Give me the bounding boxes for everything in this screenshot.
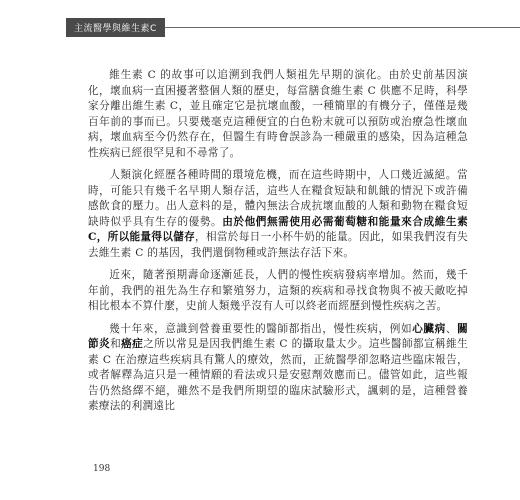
text-segment: 和 (110, 338, 122, 350)
text-segment: ，相當於每日一小杯牛奶的能量。因此，如果我們沒有失去維生素 C 的基因，我們還倒物種或許無法存活下來。 (88, 231, 469, 259)
paragraph (88, 268, 468, 315)
bold-text-segment: 癌症 (121, 338, 144, 350)
text-segment: 幾十年來，意識到營養重要性的醫師都指出，慢性疾病，例如 (109, 322, 413, 335)
bold-text-segment: 心臟病 (412, 322, 446, 335)
bold-text-segment: 關節炎 (88, 322, 468, 350)
text-segment: 維生素 C 的故事可以追溯到我們人類祖先早期的演化。由於史前基因演化，壞血病一直困擾著整個人類的歷史，每當膳食維生素 C 供應不足時，科學家分離出維生素 C，並且確定它是抗壞血酸，一種簡單的有機分子，僅僅是幾百年前的事而已。只要幾毫克這種便宜的白色粉末就可以預防或治療急性壞血病，壞血病至今仍然存在，但醫生有時會誤診為一種嚴重的感染，因為這種急性疾病已經很罕見和不尋常了。 (88, 69, 468, 159)
header-rule (165, 27, 520, 28)
chapter-tab (66, 18, 165, 37)
paragraph (88, 168, 468, 261)
text-segment: 近來，隨著預期壽命逐漸延長，人們的慢性疾病發病率增加。然而，幾千年前，我們的祖先為生存和繁殖努力，這類的疾病和尋找食物與不被天敵吃掉相比根本不算什麼，史前人類幾乎沒有人可以終老而經歷到慢性疾病之苦。 (88, 269, 468, 312)
body-text (88, 68, 468, 422)
chapter-title: 主流醫學與維生素C (74, 24, 157, 34)
bold-text-segment: 由於他們無需使用必需葡萄糖和能量來合成維生素 C，所以能量得以儲存 (88, 215, 468, 243)
paragraph (88, 322, 468, 415)
text-segment: 、 (445, 322, 458, 335)
page-number: 198 (93, 464, 111, 474)
running-header (0, 18, 520, 37)
text-segment: 人類演化經歷各種時間的環境危機，而在這些時期中，人口幾近滅絕。當時，可能只有幾千名早期人類存活，這些人在糧食短缺和飢餓的情況下或許備感飲食的壓力。出人意料的是，體內無法合成抗壞血酸的人類和動物在糧食短缺時似乎具有生存的優勢。 (88, 169, 468, 228)
text-segment: 之所以常見是因我們維生素 C 的攝取量太少。這些醫師都宣稱維生素 C 在治療這些疾病具有驚人的療效，然而，正統醫學卻忽略這些臨床報告，或者解釋為這只是一種情願的看法或只是安慰劑效應而已。儘管如此，這些報告仍然絡繹不絕，雖然不是我們所期望的臨床試驗形式，諷刺的是，這種營養素療法的利潤遠比 (88, 338, 469, 412)
paragraph (88, 68, 468, 161)
